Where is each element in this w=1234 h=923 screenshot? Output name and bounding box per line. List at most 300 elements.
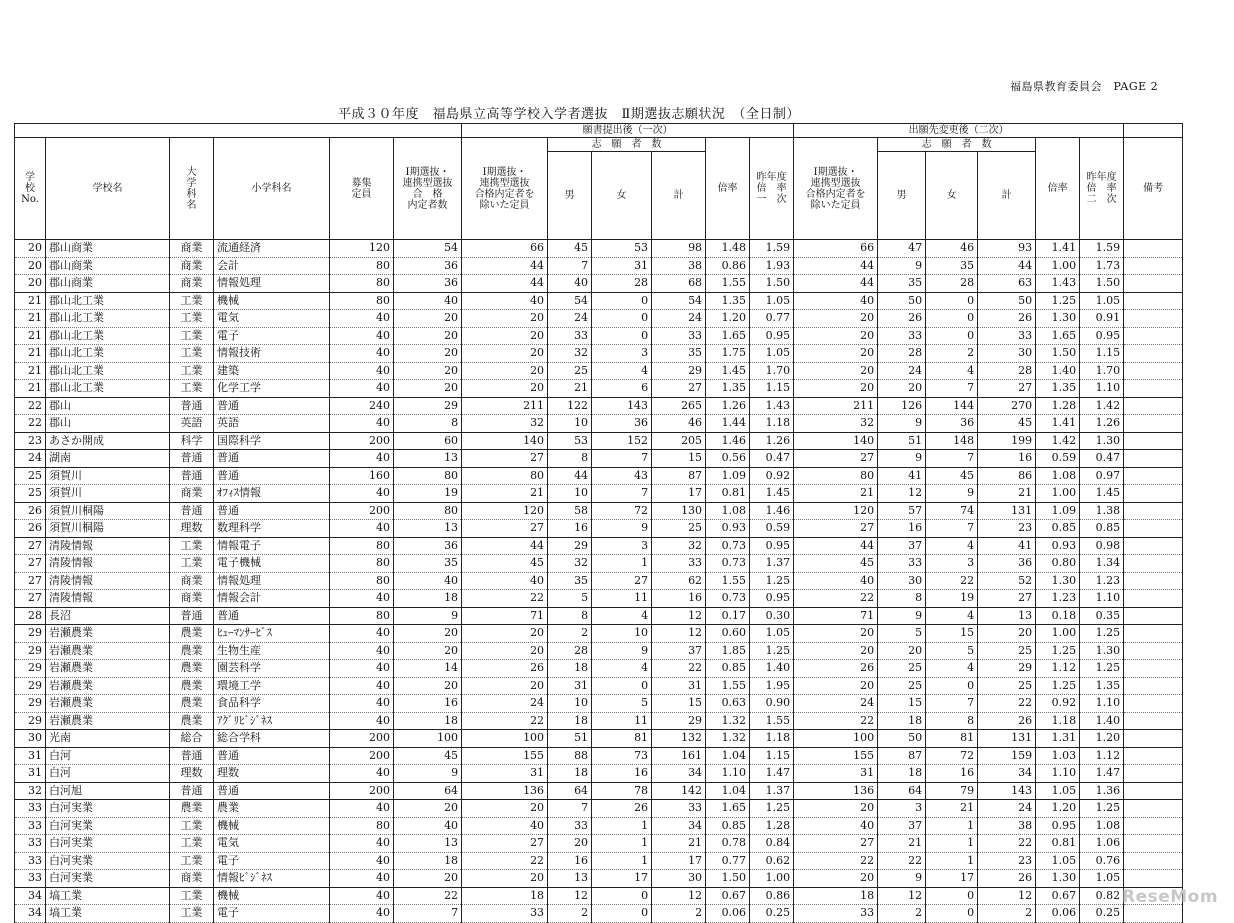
minor-cell: 化学工学 [214,380,330,398]
quota-cell: 40 [330,660,394,678]
male-2-cell: 18 [878,712,926,730]
table-row [15,765,1183,783]
male-2-cell: 50 [878,730,926,748]
total-2-cell: 20 [978,625,1036,643]
male-2-cell: 21 [878,835,926,853]
adjusted-quota-2-cell: 140 [794,432,878,450]
total-1-cell: 12 [652,887,706,905]
female-2-cell: 0 [926,292,978,310]
prev-ratio-2-cell: 1.10 [1080,695,1124,713]
phase1-admitted-cell: 19 [394,485,462,503]
female2-header: 女 [926,152,978,240]
major-cell: 商業 [170,485,214,503]
male-1-cell: 29 [548,537,592,555]
male-1-cell: 18 [548,765,592,783]
ratio-2-cell: 1.00 [1036,485,1080,503]
total-2-cell: 23 [978,852,1036,870]
female-1-cell: 0 [592,887,652,905]
major-cell: 工業 [170,345,214,363]
quota-cell: 120 [330,240,394,258]
table-row [15,572,1183,590]
minor-cell: 電子機械 [214,555,330,573]
prev-ratio-2-cell: 1.23 [1080,572,1124,590]
table-row [15,607,1183,625]
prev-ratio-1-cell: 1.05 [750,345,794,363]
minor-cell: 情報処理 [214,275,330,293]
total-2-cell: 22 [978,835,1036,853]
adjusted-quota-1-cell: 66 [462,240,548,258]
minor-cell: 生物生産 [214,642,330,660]
minor-cell: ﾋｭｰﾏﾝｻｰﾋﾞｽ [214,625,330,643]
adjusted2-header: Ⅰ期選抜・ 連携型選抜 合格内定者を 除いた定員 [794,138,878,240]
ratio-1-cell: 1.65 [706,327,750,345]
adjusted-quota-1-cell: 44 [462,537,548,555]
phase1-admitted-cell: 9 [394,765,462,783]
prev-ratio-2-cell: 1.08 [1080,817,1124,835]
school-name-cell: 白河 [46,747,170,765]
table-body [15,240,1183,923]
ratio-1-cell: 0.73 [706,555,750,573]
notes-cell [1124,450,1183,468]
female-1-cell: 0 [592,327,652,345]
school-name-cell: 白河 [46,765,170,783]
school-no-cell: 33 [15,870,46,888]
minor-cell: 国際科学 [214,432,330,450]
notes-cell [1124,537,1183,555]
female-1-cell: 0 [592,905,652,923]
phase1-admitted-cell: 20 [394,327,462,345]
total-1-cell: 22 [652,660,706,678]
major-cell: 商業 [170,275,214,293]
ratio-1-cell: 1.46 [706,432,750,450]
adjusted-quota-1-cell: 20 [462,642,548,660]
notes-cell [1124,520,1183,538]
table-header [15,124,1183,240]
adjusted-quota-2-cell: 20 [794,362,878,380]
table-row [15,345,1183,363]
phase1-admitted-cell: 54 [394,240,462,258]
quota-cell: 200 [330,747,394,765]
ratio-2-cell: 0.93 [1036,537,1080,555]
major-cell: 理数 [170,520,214,538]
male-1-cell: 13 [548,870,592,888]
adjusted-quota-2-cell: 100 [794,730,878,748]
male-2-cell: 20 [878,380,926,398]
male-2-cell: 25 [878,677,926,695]
quota-cell: 80 [330,817,394,835]
female-1-cell: 10 [592,625,652,643]
male-2-cell: 9 [878,450,926,468]
ratio-2-cell: 1.25 [1036,642,1080,660]
prev-ratio-2-cell: 1.06 [1080,835,1124,853]
male-1-cell: 33 [548,817,592,835]
prev-ratio-2-cell: 1.35 [1080,677,1124,695]
notes-cell [1124,817,1183,835]
total-1-cell: 2 [652,905,706,923]
prev-ratio-1-cell: 1.50 [750,275,794,293]
phase1-admitted-cell: 36 [394,537,462,555]
total-2-cell: 93 [978,240,1036,258]
male-2-cell: 9 [878,607,926,625]
total-1-cell: 24 [652,310,706,328]
male-1-cell: 88 [548,747,592,765]
adjusted-quota-2-cell: 44 [794,537,878,555]
total-2-cell: 131 [978,730,1036,748]
minor-cell: 農業 [214,800,330,818]
ratio-2-cell: 0.95 [1036,817,1080,835]
male-1-cell: 32 [548,555,592,573]
female-2-cell: 36 [926,415,978,433]
school-name-cell: 光南 [46,730,170,748]
female-2-cell: 1 [926,852,978,870]
notes-cell [1124,590,1183,608]
table-row [15,660,1183,678]
phase1-admitted-cell: 8 [394,415,462,433]
school-no-cell: 29 [15,642,46,660]
adjusted-quota-2-cell: 18 [794,887,878,905]
major-cell: 普通 [170,467,214,485]
adjusted-quota-2-cell: 20 [794,310,878,328]
total-2-cell: 38 [978,817,1036,835]
school-no-cell: 27 [15,572,46,590]
minor-cell: ｱｸﾞﾘﾋﾞｼﾞﾈｽ [214,712,330,730]
phase1-admitted-cell: 9 [394,607,462,625]
table-row [15,537,1183,555]
female1-header: 女 [592,152,652,240]
quota-cell: 80 [330,257,394,275]
table-row [15,782,1183,800]
major-cell: 農業 [170,677,214,695]
female-1-cell: 6 [592,380,652,398]
major-cell: 工業 [170,292,214,310]
minor-cell: 環境工学 [214,677,330,695]
male-2-cell: 22 [878,852,926,870]
quota-header: 募集 定員 [330,138,394,240]
ratio-1-cell: 0.85 [706,817,750,835]
notes-cell [1124,345,1183,363]
female-2-cell: 46 [926,240,978,258]
adjusted-quota-2-cell: 20 [794,677,878,695]
female-1-cell: 4 [592,660,652,678]
female-1-cell: 17 [592,870,652,888]
female-1-cell: 0 [592,292,652,310]
total2-header: 計 [978,152,1036,240]
adjusted-quota-2-cell: 44 [794,275,878,293]
female-1-cell: 78 [592,782,652,800]
phase1-admitted-cell: 20 [394,625,462,643]
ratio-1-cell: 1.55 [706,677,750,695]
female-2-cell: 7 [926,520,978,538]
total-1-cell: 16 [652,590,706,608]
school-no-cell: 30 [15,730,46,748]
female-1-cell: 11 [592,590,652,608]
ratio-2-cell: 1.05 [1036,782,1080,800]
school-no-cell: 31 [15,765,46,783]
table-row [15,677,1183,695]
phase1-admitted-cell: 20 [394,380,462,398]
phase1-admitted-cell: 18 [394,590,462,608]
major-cell: 農業 [170,712,214,730]
female-2-cell: 19 [926,590,978,608]
female-2-cell: 7 [926,380,978,398]
total-1-cell: 33 [652,555,706,573]
male-2-cell: 24 [878,362,926,380]
school-name-cell: 長沼 [46,607,170,625]
phase1-admitted-cell: 35 [394,555,462,573]
female-2-cell: 79 [926,782,978,800]
total-1-cell: 132 [652,730,706,748]
quota-cell: 40 [330,712,394,730]
total-2-cell: 30 [978,345,1036,363]
total-2-cell: 34 [978,765,1036,783]
total-2-cell: 29 [978,660,1036,678]
ratio-1-cell: 1.09 [706,467,750,485]
male-1-cell: 25 [548,362,592,380]
school-name-cell: 清陵情報 [46,555,170,573]
male-2-cell: 20 [878,642,926,660]
total-1-cell: 68 [652,275,706,293]
quota-cell: 40 [330,835,394,853]
ratio-2-cell: 1.20 [1036,800,1080,818]
prev-ratio-1-cell: 1.46 [750,502,794,520]
quota-cell: 40 [330,450,394,468]
notes-cell [1124,275,1183,293]
phase1-admitted-cell: 60 [394,432,462,450]
notes-cell [1124,835,1183,853]
notes-header: 備考 [1124,138,1183,240]
male-2-cell: 126 [878,397,926,415]
table-row [15,835,1183,853]
female-1-cell: 28 [592,275,652,293]
notes-cell [1124,905,1183,923]
minor-cell: 流通経済 [214,240,330,258]
ratio-1-cell: 0.63 [706,695,750,713]
total-2-cell: 28 [978,362,1036,380]
adjusted-quota-1-cell: 26 [462,660,548,678]
school-no-cell: 27 [15,555,46,573]
prev-ratio-2-cell: 1.42 [1080,397,1124,415]
school-no-cell: 33 [15,817,46,835]
adjusted-quota-1-cell: 32 [462,415,548,433]
adjusted-quota-1-cell: 22 [462,712,548,730]
ratio-1-cell: 1.04 [706,782,750,800]
prev-ratio-1-cell: 1.18 [750,730,794,748]
female-2-cell: 0 [926,310,978,328]
female-1-cell: 3 [592,537,652,555]
notes-cell [1124,257,1183,275]
phase1-admitted-cell: 20 [394,362,462,380]
male-1-cell: 16 [548,520,592,538]
minor-cell: 食品科学 [214,695,330,713]
adjusted-quota-2-cell: 45 [794,555,878,573]
male-2-cell: 3 [878,800,926,818]
prev-ratio-1-cell: 1.05 [750,625,794,643]
total-1-cell: 34 [652,765,706,783]
ratio-1-cell: 1.55 [706,275,750,293]
adjusted-quota-2-cell: 44 [794,257,878,275]
phase1-admitted-cell: 16 [394,695,462,713]
school-name-cell: 塙工業 [46,887,170,905]
phase1-admitted-cell: 20 [394,870,462,888]
minor-cell: 総合学科 [214,730,330,748]
total-1-cell: 15 [652,450,706,468]
ratio2-header: 倍率 [1036,138,1080,240]
male-1-cell: 51 [548,730,592,748]
total-2-cell: 25 [978,677,1036,695]
ratio-2-cell: 1.43 [1036,275,1080,293]
phase1-admitted-cell: 18 [394,712,462,730]
quota-cell: 200 [330,782,394,800]
total-2-cell: 13 [978,607,1036,625]
prev-ratio-1-cell: 1.18 [750,415,794,433]
phase1-admitted-cell: 20 [394,800,462,818]
prev-ratio-1-cell: 1.70 [750,362,794,380]
male-2-cell: 37 [878,537,926,555]
prev-ratio-2-cell: 1.59 [1080,240,1124,258]
notes-cell [1124,555,1183,573]
prev-ratio-1-cell: 1.95 [750,677,794,695]
prev-ratio-1-cell: 1.28 [750,817,794,835]
ratio-2-cell: 1.30 [1036,870,1080,888]
male-1-cell: 31 [548,677,592,695]
quota-cell: 80 [330,537,394,555]
female-2-cell: 17 [926,870,978,888]
adjusted-quota-2-cell: 32 [794,415,878,433]
ratio-2-cell: 1.12 [1036,660,1080,678]
male-1-cell: 54 [548,292,592,310]
minor-cell: 情報技術 [214,345,330,363]
adjusted-quota-1-cell: 20 [462,870,548,888]
quota-cell: 40 [330,642,394,660]
adjusted-quota-1-cell: 40 [462,817,548,835]
table-row [15,257,1183,275]
notes-cell [1124,730,1183,748]
ratio-1-cell: 1.48 [706,240,750,258]
total-2-cell: 45 [978,415,1036,433]
major-cell: 工業 [170,327,214,345]
quota-cell: 40 [330,415,394,433]
prev-ratio-1-cell: 1.15 [750,747,794,765]
notes-cell [1124,240,1183,258]
total-1-cell: 35 [652,345,706,363]
notes-cell [1124,712,1183,730]
male-1-cell: 44 [548,467,592,485]
minor-cell: 数理科学 [214,520,330,538]
total-2-cell: 143 [978,782,1036,800]
prev-ratio-1-cell: 0.90 [750,695,794,713]
female-2-cell: 5 [926,642,978,660]
male-1-cell: 10 [548,415,592,433]
adjusted-quota-1-cell: 20 [462,625,548,643]
ratio-1-cell: 1.50 [706,870,750,888]
male-2-cell: 57 [878,502,926,520]
major-cell: 農業 [170,625,214,643]
major-cell: 普通 [170,607,214,625]
minor-cell: 普通 [214,467,330,485]
table-row [15,817,1183,835]
adjusted-quota-2-cell: 66 [794,240,878,258]
ratio-2-cell: 1.08 [1036,467,1080,485]
notes-cell [1124,677,1183,695]
prev-ratio-2-cell: 0.85 [1080,520,1124,538]
prev-ratio-2-cell: 1.30 [1080,432,1124,450]
major-cell: 商業 [170,590,214,608]
ratio-1-cell: 1.75 [706,345,750,363]
male-1-cell: 53 [548,432,592,450]
prev-ratio-1-cell: 0.62 [750,852,794,870]
school-name-cell: 岩瀬農業 [46,677,170,695]
applicants2-header: 志 願 者 数 [878,138,1036,152]
notes-cell [1124,485,1183,503]
female-1-cell: 9 [592,642,652,660]
female-1-cell: 73 [592,747,652,765]
quota-cell: 40 [330,800,394,818]
prev-ratio-1-cell: 1.59 [750,240,794,258]
prev-ratio-1-cell: 1.47 [750,765,794,783]
total-2-cell: 131 [978,502,1036,520]
prev-ratio-2-cell: 1.25 [1080,800,1124,818]
school-name-cell: 清陵情報 [46,590,170,608]
table-row [15,467,1183,485]
male-2-cell: 5 [878,625,926,643]
school-name-cell: 郡山 [46,397,170,415]
total-1-cell: 62 [652,572,706,590]
phase1-admitted-cell: 45 [394,747,462,765]
male-1-cell: 12 [548,887,592,905]
prev-ratio-1-cell: 0.84 [750,835,794,853]
ratio-2-cell: 1.23 [1036,590,1080,608]
adjusted-quota-2-cell: 211 [794,397,878,415]
female-1-cell: 143 [592,397,652,415]
school-no-cell: 29 [15,677,46,695]
table-row [15,905,1183,923]
ratio-1-cell: 0.56 [706,450,750,468]
total-1-cell: 33 [652,327,706,345]
adjusted-quota-1-cell: 71 [462,607,548,625]
male-1-cell: 16 [548,852,592,870]
phase1-admitted-cell: 80 [394,502,462,520]
school-name-cell: 郡山北工業 [46,327,170,345]
major-cell: 商業 [170,257,214,275]
school-name-cell: 白河実業 [46,835,170,853]
phase1-admitted-cell: 40 [394,572,462,590]
ratio-2-cell: 0.92 [1036,695,1080,713]
table-row [15,362,1183,380]
school-no-cell: 28 [15,607,46,625]
male-2-cell: 15 [878,695,926,713]
female-1-cell: 43 [592,467,652,485]
adjusted-quota-2-cell: 20 [794,380,878,398]
female-2-cell: 8 [926,712,978,730]
male-1-cell: 33 [548,327,592,345]
male-1-cell: 2 [548,905,592,923]
ratio-1-cell: 1.85 [706,642,750,660]
school-name-cell: 岩瀬農業 [46,695,170,713]
total-2-cell: 36 [978,555,1036,573]
major-cell: 工業 [170,852,214,870]
prev-ratio-1-cell: 0.95 [750,327,794,345]
total-2-cell: 159 [978,747,1036,765]
major-cell: 普通 [170,782,214,800]
female-1-cell: 7 [592,485,652,503]
notes-cell [1124,870,1183,888]
adjusted-quota-2-cell: 27 [794,450,878,468]
prev-ratio-2-cell: 1.36 [1080,782,1124,800]
major-cell: 理数 [170,765,214,783]
male-2-cell: 28 [878,345,926,363]
school-name-cell: 郡山商業 [46,257,170,275]
female-2-cell: 21 [926,800,978,818]
